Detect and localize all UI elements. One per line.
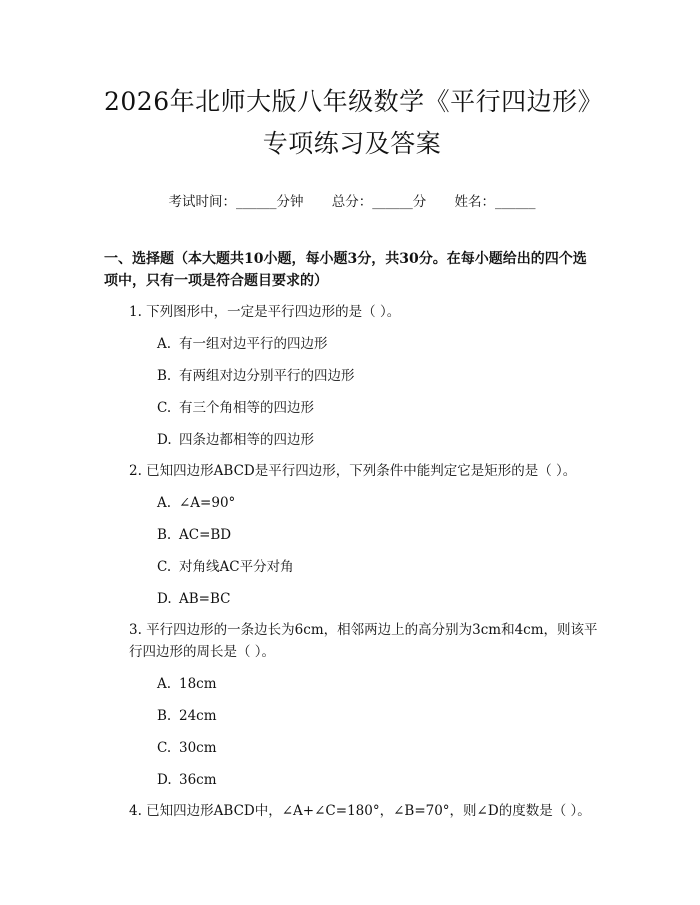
option-text: 有三个角相等的四边形	[179, 400, 314, 416]
question-1-option-b	[157, 365, 600, 387]
option-letter: C.	[157, 559, 172, 575]
question-2-option-c	[157, 556, 600, 578]
question-3-option-d	[157, 769, 600, 791]
option-text: 有两组对边分别平行的四边形	[179, 368, 355, 384]
question-3-option-c	[157, 737, 600, 759]
option-text: 对角线AC平分对角	[179, 559, 294, 575]
question-2-option-d	[157, 588, 600, 610]
title-line-1: 2026年北师大版八年级数学《平行四边形》	[104, 87, 604, 116]
option-text: 36cm	[179, 772, 217, 788]
title-line-2: 专项练习及答案	[262, 129, 442, 158]
question-2-option-b	[157, 524, 600, 546]
option-letter: C.	[157, 740, 172, 756]
exam-info	[104, 192, 600, 212]
option-text: 30cm	[179, 740, 217, 756]
option-letter: C.	[157, 400, 172, 416]
option-text: 18cm	[179, 676, 217, 692]
option-text: AC=BD	[179, 527, 232, 543]
question-3-options	[104, 673, 600, 791]
option-letter: B.	[157, 708, 172, 724]
option-letter: A.	[157, 676, 172, 692]
question-1-text: 1. 下列图形中，一定是平行四边形的是（ ）。	[129, 304, 401, 320]
option-letter: A.	[157, 495, 172, 511]
option-text: AB=BC	[179, 591, 231, 607]
option-text: 有一组对边平行的四边形	[179, 336, 328, 352]
question-1-option-c	[157, 397, 600, 419]
option-text: 24cm	[179, 708, 217, 724]
question-2-options	[104, 492, 600, 610]
question-4	[104, 800, 600, 822]
question-3-text: 3. 平行四边形的一条边长为6cm，相邻两边上的高分别为3cm和4cm，则该平行四边形的周长是（ ）。	[129, 622, 598, 660]
question-2-option-a	[157, 492, 600, 514]
section-heading: 一、选择题（本大题共10小题，每小题3分，共30分。在每小题给出的四个选项中，只有一项是符合题目要求的）	[104, 251, 587, 289]
question-3-option-a	[157, 673, 600, 695]
question-1-options	[104, 333, 600, 451]
option-letter: D.	[157, 772, 172, 788]
option-letter: D.	[157, 432, 172, 448]
question-2-text: 2. 已知四边形ABCD是平行四边形，下列条件中能判定它是矩形的是（ ）。	[129, 463, 577, 479]
document-title	[104, 0, 604, 162]
option-letter: A.	[157, 336, 172, 352]
question-1-option-d	[157, 429, 600, 451]
exam-time-field: 考试时间：______分钟	[168, 194, 304, 210]
question-2	[104, 460, 600, 482]
option-letter: B.	[157, 527, 172, 543]
total-score-field: 总分：______分	[331, 194, 427, 210]
option-text: ∠A=90°	[179, 495, 236, 511]
student-name-field: 姓名：______	[454, 194, 536, 210]
option-text: 四条边都相等的四边形	[179, 432, 314, 448]
option-letter: D.	[157, 591, 172, 607]
question-3	[104, 619, 600, 663]
question-4-text: 4. 已知四边形ABCD中，∠A+∠C=180°，∠B=70°，则∠D的度数是（ ）。	[129, 803, 591, 819]
option-letter: B.	[157, 368, 172, 384]
question-3-option-b	[157, 705, 600, 727]
question-1	[104, 301, 600, 323]
question-1-option-a	[157, 333, 600, 355]
